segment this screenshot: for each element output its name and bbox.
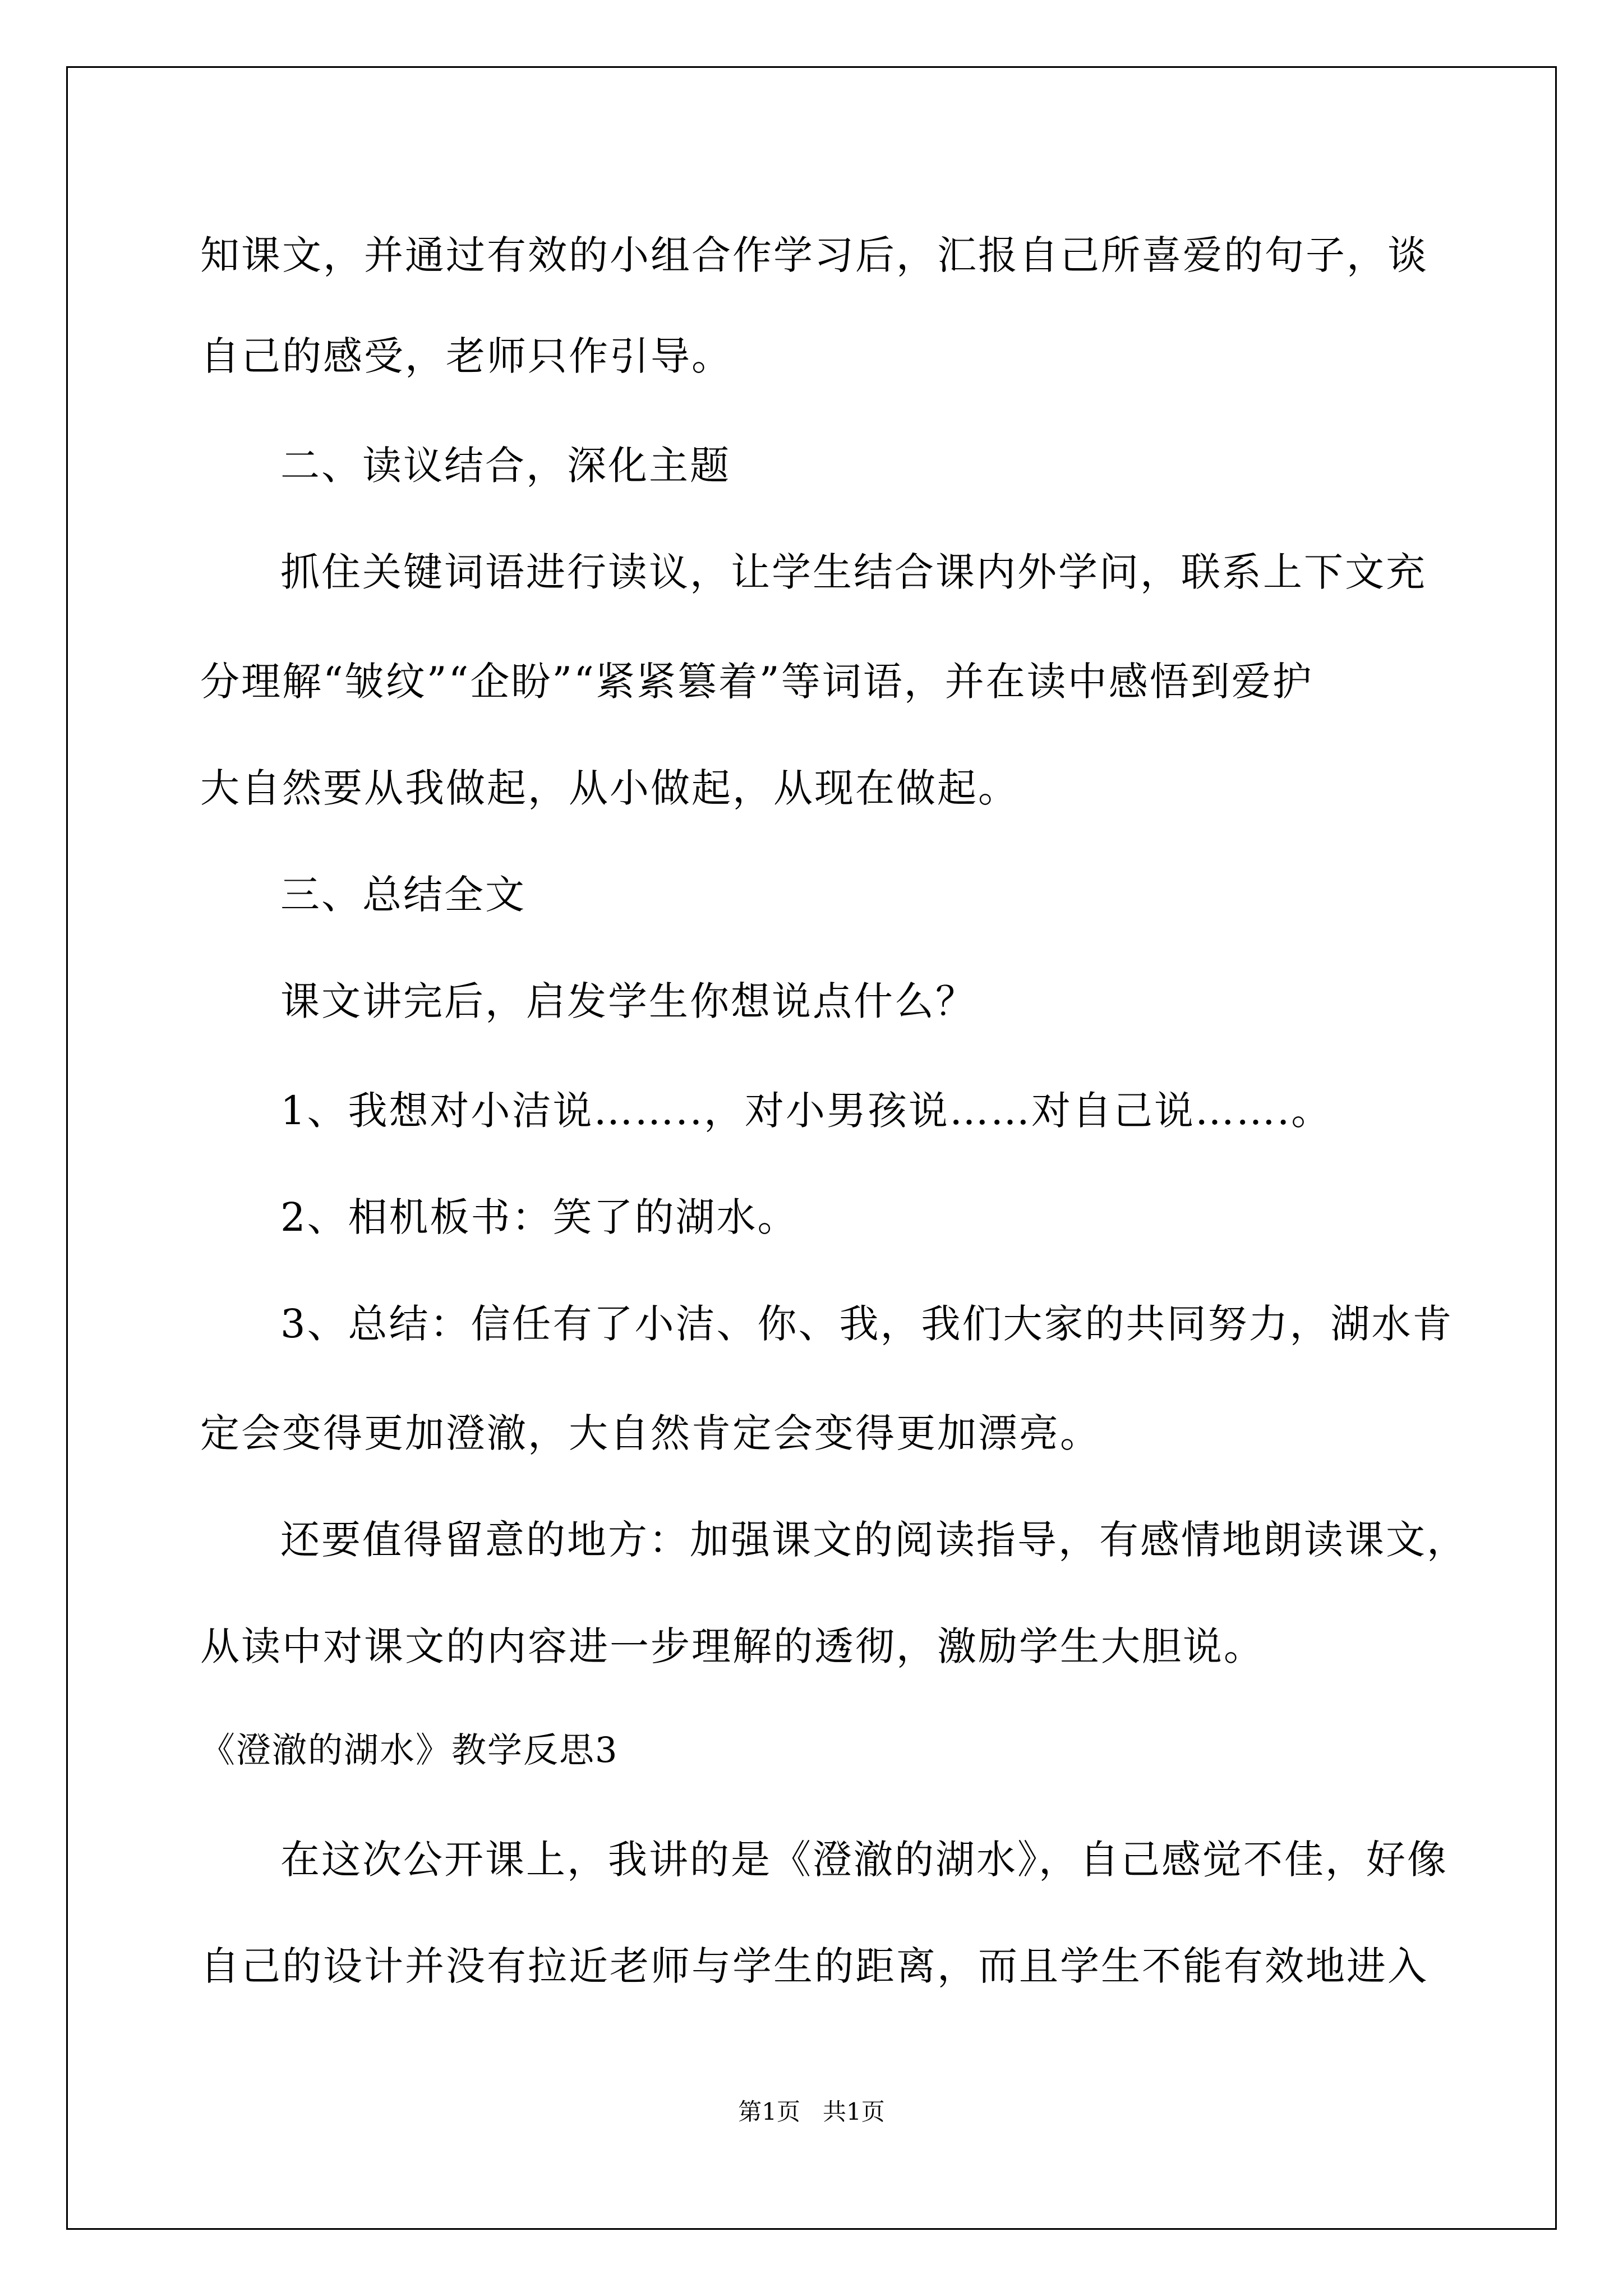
page-border [66, 66, 1557, 2230]
body-line-1: 知课文，并通过有效的小组合作学习后，汇报自己所喜爱的句子，谈 [200, 232, 1428, 278]
body-line-14: 从读中对课文的内容进一步理解的透彻，激励学生大胆说。 [200, 1623, 1265, 1669]
list-item-1: 1、我想对小洁说……..，对小男孩说……对自己说…….。 [280, 1088, 1332, 1134]
body-line-4: 抓住关键词语进行读议，让学生结合课内外学问，联系上下文充 [280, 549, 1427, 595]
body-line-5: 分理解“皱纹”“企盼”“紧紧篡着”等词语，并在读中感悟到爱护 [200, 659, 1313, 705]
body-line-13: 还要值得留意的地方：加强课文的阅读指导，有感情地朗读课文， [280, 1517, 1468, 1563]
page-footer: 第1页 共1页 [738, 2098, 885, 2125]
list-item-2: 2、相机板书：笑了的湖水。 [280, 1194, 799, 1240]
body-line-17: 自己的设计并没有拉近老师与学生的距离，而且学生不能有效地进入 [200, 1943, 1428, 1989]
body-line-16: 在这次公开课上，我讲的是《澄澈的湖水》，自己感觉不佳，好像 [280, 1837, 1448, 1883]
section-heading-3: 三、总结全文 [280, 872, 526, 918]
list-item-3: 3、总结：信任有了小洁、你、我，我们大家的共同努力，湖水肯 [280, 1301, 1454, 1347]
body-line-6: 大自然要从我做起，从小做起，从现在做起。 [200, 765, 1019, 811]
article-title: 《澄澈的湖水》教学反思3 [200, 1729, 619, 1770]
body-line-12: 定会变得更加澄澈，大自然肯定会变得更加漂亮。 [200, 1410, 1101, 1456]
section-heading-2: 二、读议结合，深化主题 [280, 443, 731, 489]
body-line-8: 课文讲完后，启发学生你想说点什么？ [280, 978, 976, 1024]
body-line-2: 自己的感受，老师只作引导。 [200, 333, 732, 379]
